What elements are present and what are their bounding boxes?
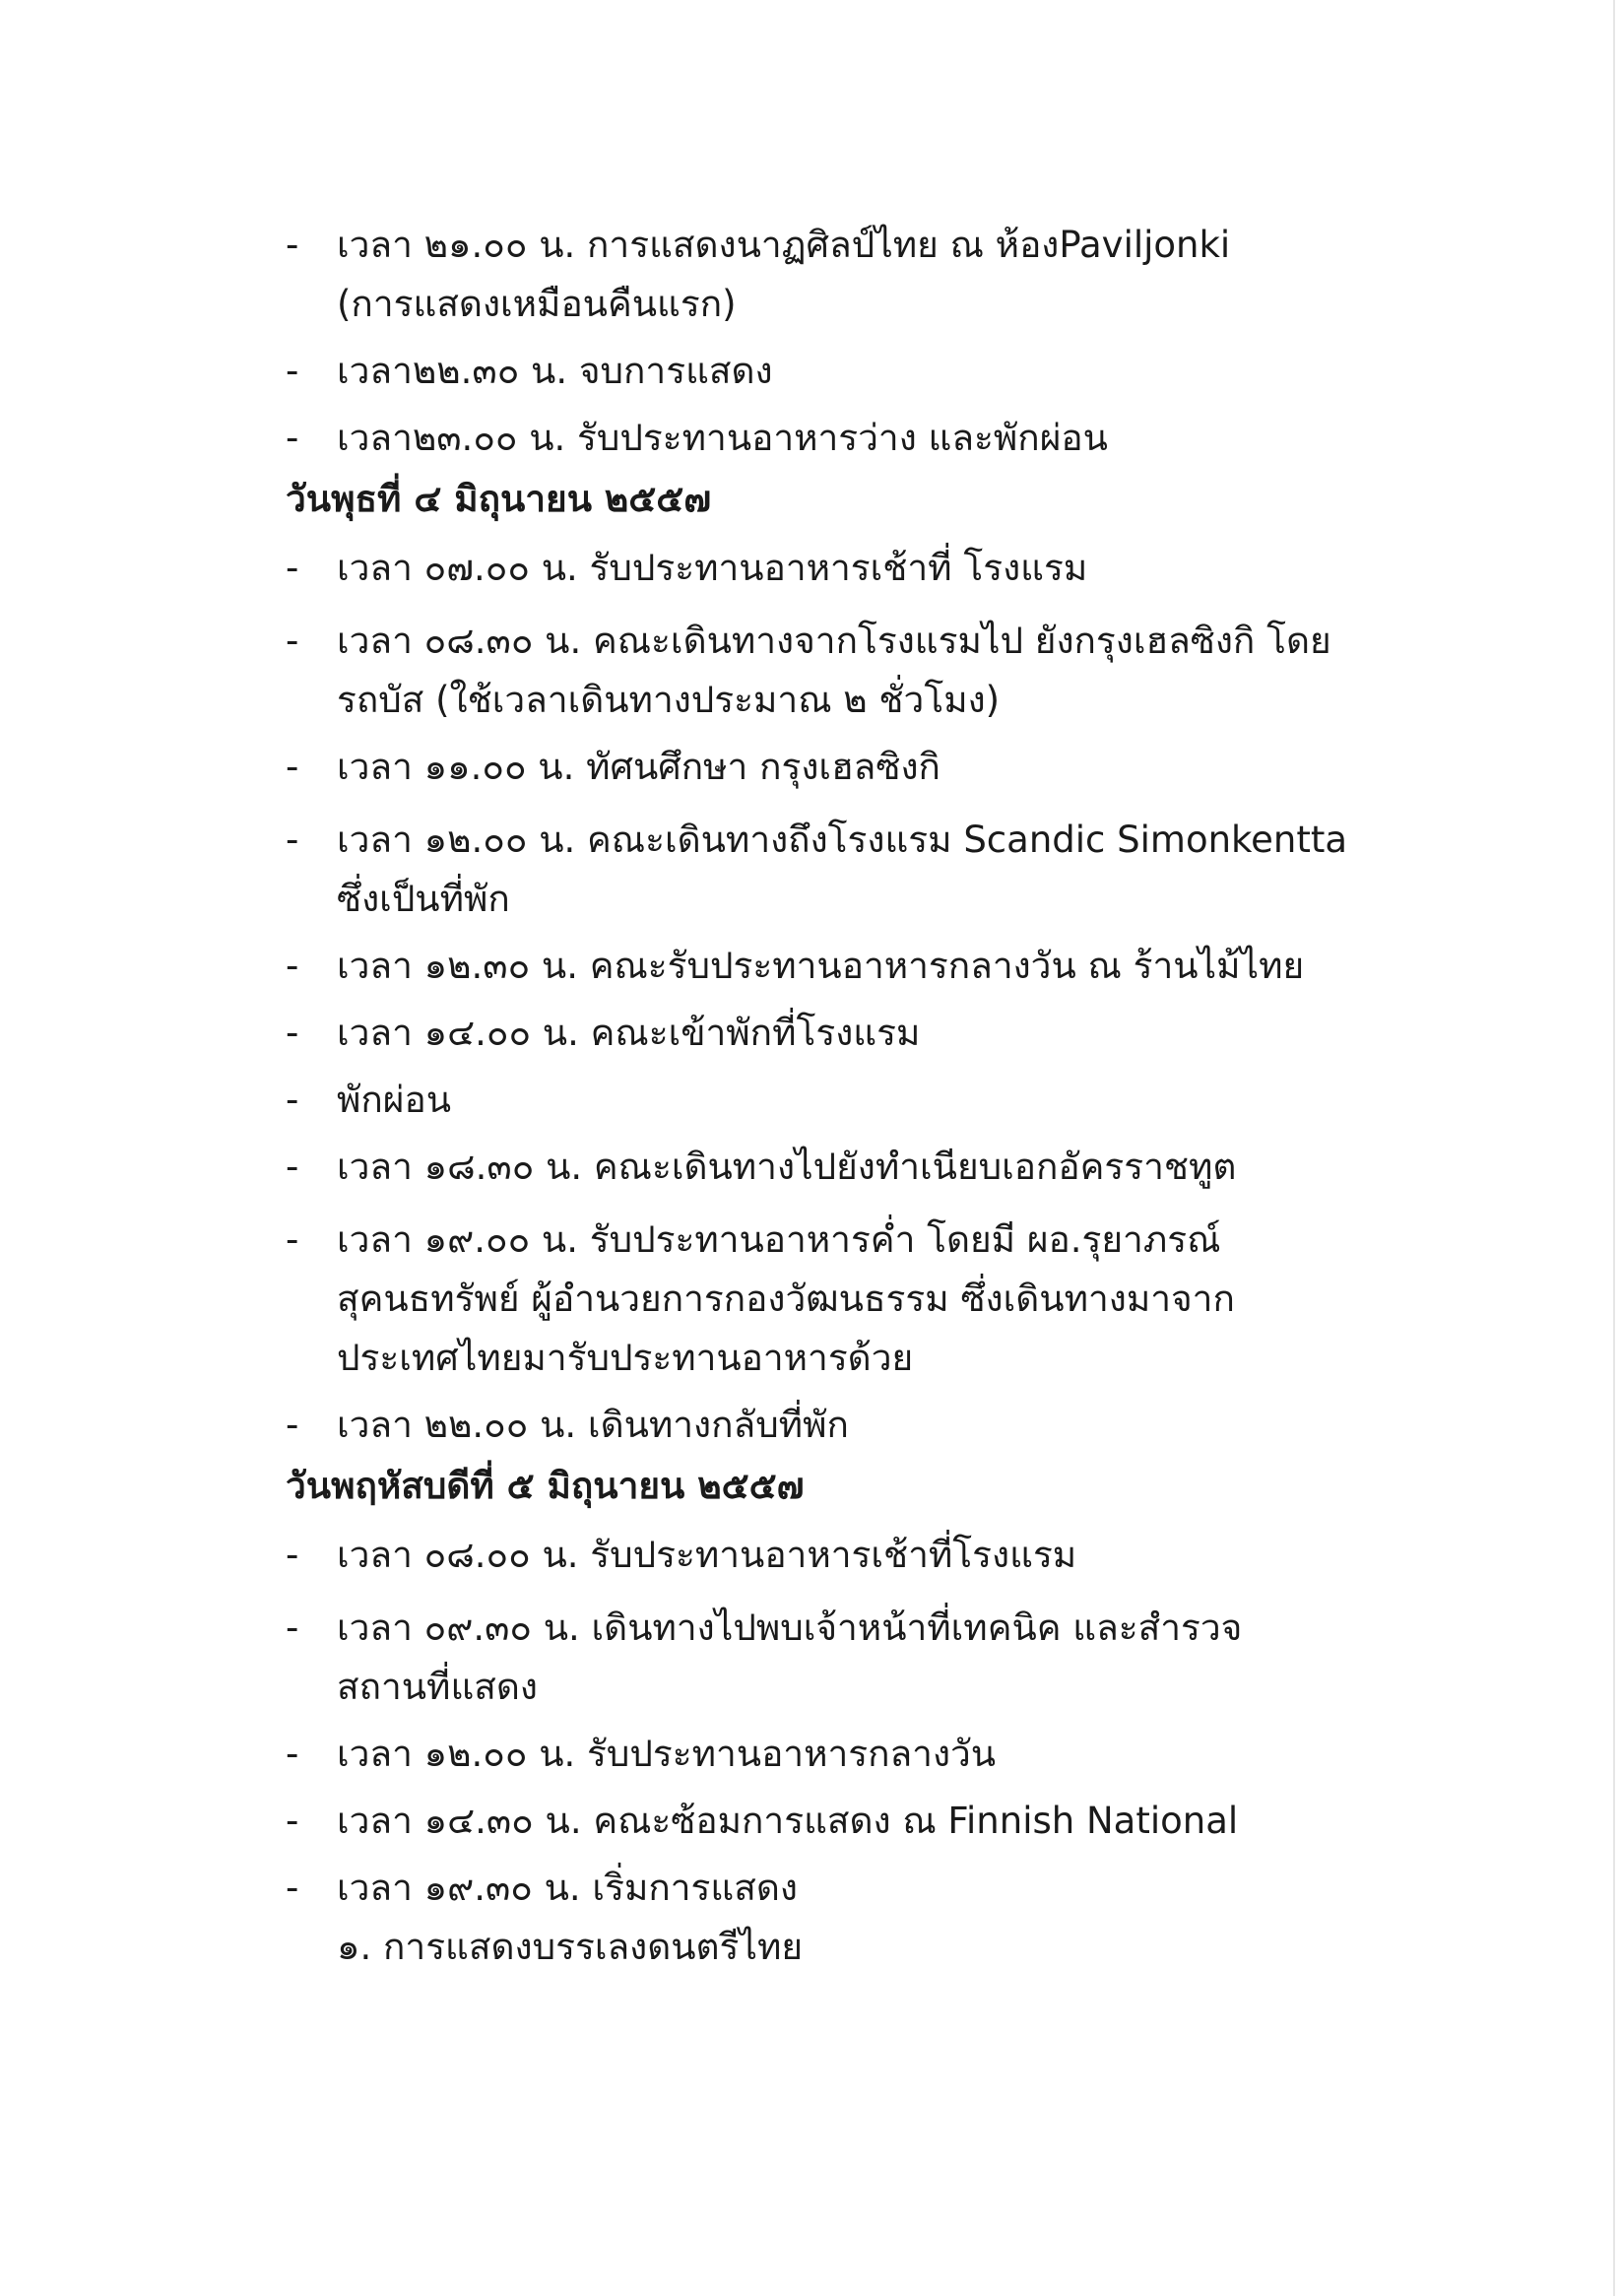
day-heading: วันพฤหัสบดีที่ ๕ มิถุนายน ๒๕๕๗ — [286, 1465, 805, 1507]
schedule-item-text: สุคนธทรัพย์ ผู้อำนวยการกองวัฒนธรรม ซึ่งเดินทางมาจาก — [337, 1278, 1235, 1320]
schedule-item-text: เวลา ๑๒.๐๐ น. รับประทานอาหารกลางวัน — [337, 1733, 997, 1775]
schedule-item — [286, 539, 1448, 598]
schedule-item-text: เวลา ๑๔.๓๐ น. คณะซ้อมการแสดง ณ Finnish National — [337, 1800, 1239, 1842]
bullet-dash: - — [286, 1404, 299, 1446]
schedule-item — [286, 1859, 1448, 1918]
schedule-item-text: (การแสดงเหมือนคืนแรก) — [337, 283, 737, 325]
bullet-dash: - — [286, 417, 299, 459]
bullet-dash: - — [286, 1800, 299, 1842]
schedule-item — [286, 1396, 1448, 1455]
schedule-item — [286, 1792, 1448, 1851]
schedule-item-text: เวลา ๑๒.๓๐ น. คณะรับประทานอาหารกลางวัน ณ ร้านไม้ไทย — [337, 945, 1305, 987]
schedule-item-text: เวลา ๑๙.๐๐ น. รับประทานอาหารค่ำ โดยมี ผอ.รุยาภรณ์ — [337, 1218, 1221, 1261]
schedule-item — [286, 612, 1448, 730]
schedule-item-text: เวลา ๑๑.๐๐ น. ทัศนศึกษา กรุงเฮลซิงกิ — [337, 746, 940, 788]
scan-edge-line — [1613, 0, 1615, 2296]
bullet-dash: - — [286, 746, 299, 788]
bullet-dash: - — [286, 547, 299, 589]
bullet-dash: - — [286, 1733, 299, 1775]
bullet-dash: - — [286, 1867, 299, 1909]
bullet-dash: - — [286, 819, 299, 861]
schedule-item-text: เวลา ๐๙.๓๐ น. เดินทางไปพบเจ้าหน้าที่เทคนิค และสำรวจ — [337, 1607, 1243, 1649]
bullet-dash: - — [286, 945, 299, 987]
schedule-item — [286, 1211, 1448, 1388]
schedule-item-text: เวลา ๒๒.๐๐ น. เดินทางกลับที่พัก — [337, 1404, 849, 1446]
numbered-item: ๑. การแสดงบรรเลงดนตรีไทย — [337, 1926, 804, 1968]
schedule-item-text: เวลา ๒๑.๐๐ น. การแสดงนาฏศิลป์ไทย ณ ห้องPaviljonki — [337, 224, 1231, 266]
schedule-item — [286, 409, 1448, 468]
schedule-item-text: พักผ่อน — [337, 1079, 451, 1121]
bullet-dash: - — [286, 1012, 299, 1054]
schedule-item-text: ซึ่งเป็นที่พัก — [337, 878, 510, 920]
schedule-item-text: เวลา ๑๙.๓๐ น. เริ่มการแสดง — [337, 1867, 798, 1909]
bullet-dash: - — [286, 1534, 299, 1576]
schedule-item — [286, 1004, 1448, 1063]
schedule-item-text: เวลา ๐๗.๐๐ น. รับประทานอาหารเช้าที่ โรงแรม — [337, 547, 1088, 589]
schedule-item-text: เวลา๒๒.๓๐ น. จบการแสดง — [337, 350, 773, 392]
schedule-item — [286, 1071, 1448, 1130]
schedule-item-text: เวลา ๑๒.๐๐ น. คณะเดินทางถึงโรงแรม Scandic Simonkentta — [337, 819, 1348, 861]
schedule-content — [286, 202, 1448, 1977]
day-heading: วันพุธที่ ๔ มิถุนายน ๒๕๕๗ — [286, 478, 712, 520]
schedule-item-text: เวลา ๐๘.๐๐ น. รับประทานอาหารเช้าที่โรงแรม — [337, 1534, 1077, 1576]
schedule-item-text: เวลา ๑๔.๐๐ น. คณะเข้าพักที่โรงแรม — [337, 1012, 921, 1054]
bullet-dash: - — [286, 1607, 299, 1649]
schedule-item — [286, 1599, 1448, 1717]
bullet-dash: - — [286, 1218, 299, 1261]
schedule-item-text: เวลา ๑๘.๓๐ น. คณะเดินทางไปยังทำเนียบเอกอัครราชทูต — [337, 1146, 1237, 1188]
schedule-item — [286, 1526, 1448, 1585]
bullet-dash: - — [286, 1079, 299, 1121]
schedule-item-text: เวลา ๐๘.๓๐ น. คณะเดินทางจากโรงแรมไป ยังกรุงเฮลซิงกิ โดย — [337, 620, 1331, 662]
bullet-dash: - — [286, 350, 299, 392]
schedule-item — [286, 1725, 1448, 1784]
schedule-item-text: เวลา๒๓.๐๐ น. รับประทานอาหารว่าง และพักผ่อน — [337, 417, 1108, 459]
schedule-item — [286, 1138, 1448, 1197]
bullet-dash: - — [286, 620, 299, 662]
schedule-item — [286, 342, 1448, 401]
schedule-item-text: ประเทศไทยมารับประทานอาหารด้วย — [337, 1337, 914, 1379]
bullet-dash: - — [286, 224, 299, 266]
schedule-item — [286, 216, 1448, 334]
bullet-dash: - — [286, 1146, 299, 1188]
schedule-item — [286, 811, 1448, 929]
schedule-item-text: รถบัส (ใช้เวลาเดินทางประมาณ ๒ ชั่วโมง) — [337, 679, 1001, 721]
schedule-item — [286, 937, 1448, 996]
schedule-item-text: สถานที่แสดง — [337, 1666, 538, 1708]
schedule-item — [286, 738, 1448, 797]
